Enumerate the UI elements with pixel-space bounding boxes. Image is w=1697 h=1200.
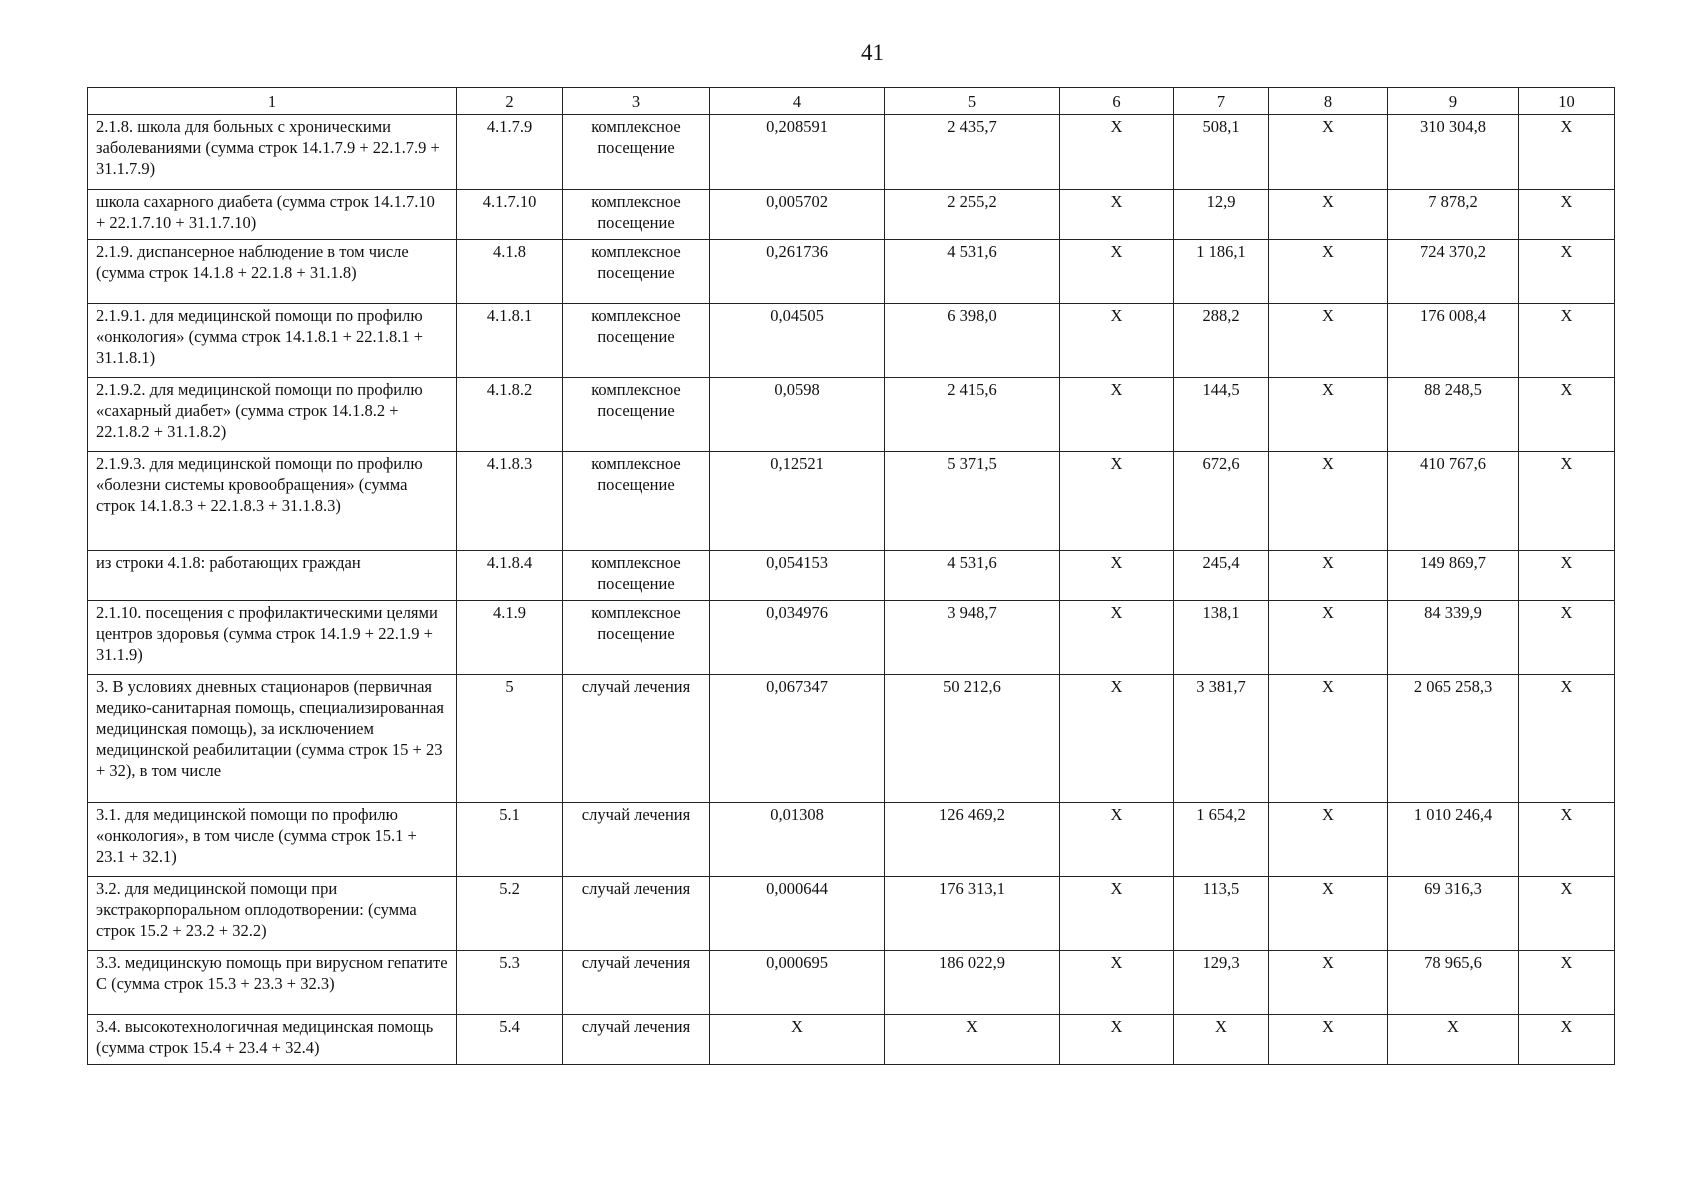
table-row xyxy=(88,675,1615,803)
col9-cell: 7 878,2 xyxy=(1388,190,1519,240)
col8-cell: Х xyxy=(1269,803,1388,877)
col7-cell: 138,1 xyxy=(1174,601,1269,675)
column-header: 8 xyxy=(1269,88,1388,115)
col8-cell: Х xyxy=(1269,240,1388,304)
col8-cell: Х xyxy=(1269,452,1388,551)
col9-cell: 176 008,4 xyxy=(1388,304,1519,378)
volume-cell: 0,005702 xyxy=(710,190,885,240)
col8-cell: Х xyxy=(1269,190,1388,240)
cost-cell: 6 398,0 xyxy=(885,304,1060,378)
cost-cell: 4 531,6 xyxy=(885,240,1060,304)
column-header: 7 xyxy=(1174,88,1269,115)
volume-cell: 0,000644 xyxy=(710,877,885,951)
col8-cell: Х xyxy=(1269,378,1388,452)
cost-cell: Х xyxy=(885,1015,1060,1065)
col8-cell: Х xyxy=(1269,951,1388,1015)
unit-cell: комплексное посещение xyxy=(563,452,710,551)
col8-cell: Х xyxy=(1269,304,1388,378)
col7-cell: 12,9 xyxy=(1174,190,1269,240)
row-label-cell: 3.4. высокотехнологичная медицинская помощь (сумма строк 15.4 + 23.4 + 32.4) xyxy=(88,1015,457,1065)
col10-cell: Х xyxy=(1519,304,1615,378)
col6-cell: Х xyxy=(1060,675,1174,803)
row-label-cell: школа сахарного диабета (сумма строк 14.1.7.10 + 22.1.7.10 + 31.1.7.10) xyxy=(88,190,457,240)
col9-cell: 69 316,3 xyxy=(1388,877,1519,951)
col8-cell: Х xyxy=(1269,675,1388,803)
cost-cell: 4 531,6 xyxy=(885,551,1060,601)
row-code-cell: 4.1.8 xyxy=(457,240,563,304)
col10-cell: Х xyxy=(1519,675,1615,803)
col6-cell: Х xyxy=(1060,378,1174,452)
table-row xyxy=(88,551,1615,601)
unit-cell: случай лечения xyxy=(563,1015,710,1065)
cost-cell: 2 255,2 xyxy=(885,190,1060,240)
row-code-cell: 4.1.8.1 xyxy=(457,304,563,378)
col10-cell: Х xyxy=(1519,190,1615,240)
data-table xyxy=(87,87,1615,1065)
row-code-cell: 5.2 xyxy=(457,877,563,951)
unit-cell: случай лечения xyxy=(563,803,710,877)
table-row xyxy=(88,951,1615,1015)
column-header: 1 xyxy=(88,88,457,115)
unit-cell: комплексное посещение xyxy=(563,304,710,378)
row-label-cell: 3.3. медицинскую помощь при вирусном гепатите С (сумма строк 15.3 + 23.3 + 32.3) xyxy=(88,951,457,1015)
col7-cell: 508,1 xyxy=(1174,115,1269,190)
col7-cell: 3 381,7 xyxy=(1174,675,1269,803)
cost-cell: 126 469,2 xyxy=(885,803,1060,877)
col10-cell: Х xyxy=(1519,803,1615,877)
cost-cell: 176 313,1 xyxy=(885,877,1060,951)
table-row xyxy=(88,304,1615,378)
table-row xyxy=(88,378,1615,452)
row-code-cell: 5.3 xyxy=(457,951,563,1015)
col7-cell: 113,5 xyxy=(1174,877,1269,951)
col9-cell: 84 339,9 xyxy=(1388,601,1519,675)
table-row xyxy=(88,803,1615,877)
row-code-cell: 4.1.7.10 xyxy=(457,190,563,240)
table-row xyxy=(88,240,1615,304)
table-row xyxy=(88,452,1615,551)
row-code-cell: 4.1.7.9 xyxy=(457,115,563,190)
col9-cell: 724 370,2 xyxy=(1388,240,1519,304)
row-label-cell: 2.1.9. диспансерное наблюдение в том числе (сумма строк 14.1.8 + 22.1.8 + 31.1.8) xyxy=(88,240,457,304)
column-header: 10 xyxy=(1519,88,1615,115)
row-label-cell: 2.1.9.1. для медицинской помощи по профилю «онкология» (сумма строк 14.1.8.1 + 22.1.8.1 + 31.1.8.1) xyxy=(88,304,457,378)
row-code-cell: 4.1.8.4 xyxy=(457,551,563,601)
col9-cell: 2 065 258,3 xyxy=(1388,675,1519,803)
row-label-cell: 2.1.8. школа для больных с хроническими заболеваниями (сумма строк 14.1.7.9 + 22.1.7.9 + 31.1.7.9) xyxy=(88,115,457,190)
col10-cell: Х xyxy=(1519,378,1615,452)
row-code-cell: 5.4 xyxy=(457,1015,563,1065)
col6-cell: Х xyxy=(1060,951,1174,1015)
table-row xyxy=(88,601,1615,675)
col7-cell: 672,6 xyxy=(1174,452,1269,551)
col8-cell: Х xyxy=(1269,601,1388,675)
volume-cell: 0,054153 xyxy=(710,551,885,601)
cost-cell: 50 212,6 xyxy=(885,675,1060,803)
volume-cell: 0,12521 xyxy=(710,452,885,551)
col8-cell: Х xyxy=(1269,1015,1388,1065)
column-header: 5 xyxy=(885,88,1060,115)
table-row xyxy=(88,190,1615,240)
volume-cell: 0,208591 xyxy=(710,115,885,190)
row-label-cell: 2.1.9.3. для медицинской помощи по профилю «болезни системы кровообращения» (сумма строк 14.1.8.3 + 22.1.8.3 + 31.1.8.3) xyxy=(88,452,457,551)
unit-cell: комплексное посещение xyxy=(563,190,710,240)
column-header: 2 xyxy=(457,88,563,115)
unit-cell: случай лечения xyxy=(563,877,710,951)
volume-cell: 0,067347 xyxy=(710,675,885,803)
column-header: 3 xyxy=(563,88,710,115)
unit-cell: комплексное посещение xyxy=(563,551,710,601)
col8-cell: Х xyxy=(1269,115,1388,190)
col10-cell: Х xyxy=(1519,551,1615,601)
header-row xyxy=(88,88,1615,115)
row-code-cell: 5 xyxy=(457,675,563,803)
cost-cell: 186 022,9 xyxy=(885,951,1060,1015)
col9-cell: 149 869,7 xyxy=(1388,551,1519,601)
row-label-cell: 3.1. для медицинской помощи по профилю «онкология», в том числе (сумма строк 15.1 + 23.1 + 32.1) xyxy=(88,803,457,877)
unit-cell: комплексное посещение xyxy=(563,240,710,304)
col10-cell: Х xyxy=(1519,240,1615,304)
row-code-cell: 5.1 xyxy=(457,803,563,877)
volume-cell: 0,04505 xyxy=(710,304,885,378)
column-header: 6 xyxy=(1060,88,1174,115)
row-code-cell: 4.1.9 xyxy=(457,601,563,675)
unit-cell: случай лечения xyxy=(563,951,710,1015)
column-header: 4 xyxy=(710,88,885,115)
col7-cell: 288,2 xyxy=(1174,304,1269,378)
unit-cell: комплексное посещение xyxy=(563,115,710,190)
col10-cell: Х xyxy=(1519,1015,1615,1065)
cost-cell: 5 371,5 xyxy=(885,452,1060,551)
col10-cell: Х xyxy=(1519,951,1615,1015)
col8-cell: Х xyxy=(1269,551,1388,601)
col6-cell: Х xyxy=(1060,601,1174,675)
col7-cell: 144,5 xyxy=(1174,378,1269,452)
row-label-cell: 3. В условиях дневных стационаров (первичная медико-санитарная помощь, специализированная медицинская помощь), за исключением медицинской реабилитации (сумма строк 15 + 23 + 32), в том числе xyxy=(88,675,457,803)
unit-cell: комплексное посещение xyxy=(563,378,710,452)
row-label-cell: из строки 4.1.8: работающих граждан xyxy=(88,551,457,601)
col6-cell: Х xyxy=(1060,551,1174,601)
volume-cell: Х xyxy=(710,1015,885,1065)
col6-cell: Х xyxy=(1060,803,1174,877)
page-number: 41 xyxy=(861,40,884,65)
col9-cell: 410 767,6 xyxy=(1388,452,1519,551)
cost-cell: 3 948,7 xyxy=(885,601,1060,675)
col10-cell: Х xyxy=(1519,877,1615,951)
row-label-cell: 3.2. для медицинской помощи при экстракорпоральном оплодотворении: (сумма строк 15.2 + 23.2 + 32.2) xyxy=(88,877,457,951)
volume-cell: 0,034976 xyxy=(710,601,885,675)
col9-cell: Х xyxy=(1388,1015,1519,1065)
col8-cell: Х xyxy=(1269,877,1388,951)
table-row xyxy=(88,877,1615,951)
volume-cell: 0,261736 xyxy=(710,240,885,304)
col6-cell: Х xyxy=(1060,304,1174,378)
volume-cell: 0,0598 xyxy=(710,378,885,452)
col10-cell: Х xyxy=(1519,452,1615,551)
unit-cell: комплексное посещение xyxy=(563,601,710,675)
col7-cell: 1 186,1 xyxy=(1174,240,1269,304)
col9-cell: 78 965,6 xyxy=(1388,951,1519,1015)
volume-cell: 0,000695 xyxy=(710,951,885,1015)
col10-cell: Х xyxy=(1519,115,1615,190)
cost-cell: 2 415,6 xyxy=(885,378,1060,452)
col9-cell: 1 010 246,4 xyxy=(1388,803,1519,877)
col7-cell: 1 654,2 xyxy=(1174,803,1269,877)
table-row xyxy=(88,1015,1615,1065)
col6-cell: Х xyxy=(1060,877,1174,951)
col9-cell: 310 304,8 xyxy=(1388,115,1519,190)
unit-cell: случай лечения xyxy=(563,675,710,803)
table-row xyxy=(88,115,1615,190)
col6-cell: Х xyxy=(1060,190,1174,240)
col9-cell: 88 248,5 xyxy=(1388,378,1519,452)
col6-cell: Х xyxy=(1060,115,1174,190)
row-code-cell: 4.1.8.2 xyxy=(457,378,563,452)
col6-cell: Х xyxy=(1060,452,1174,551)
volume-cell: 0,01308 xyxy=(710,803,885,877)
row-code-cell: 4.1.8.3 xyxy=(457,452,563,551)
col7-cell: Х xyxy=(1174,1015,1269,1065)
column-header: 9 xyxy=(1388,88,1519,115)
col6-cell: Х xyxy=(1060,240,1174,304)
cost-cell: 2 435,7 xyxy=(885,115,1060,190)
row-label-cell: 2.1.9.2. для медицинской помощи по профилю «сахарный диабет» (сумма строк 14.1.8.2 + 22.1.8.2 + 31.1.8.2) xyxy=(88,378,457,452)
col7-cell: 129,3 xyxy=(1174,951,1269,1015)
col10-cell: Х xyxy=(1519,601,1615,675)
row-label-cell: 2.1.10. посещения с профилактическими целями центров здоровья (сумма строк 14.1.9 + 22.1.9 + 31.1.9) xyxy=(88,601,457,675)
col6-cell: Х xyxy=(1060,1015,1174,1065)
col7-cell: 245,4 xyxy=(1174,551,1269,601)
